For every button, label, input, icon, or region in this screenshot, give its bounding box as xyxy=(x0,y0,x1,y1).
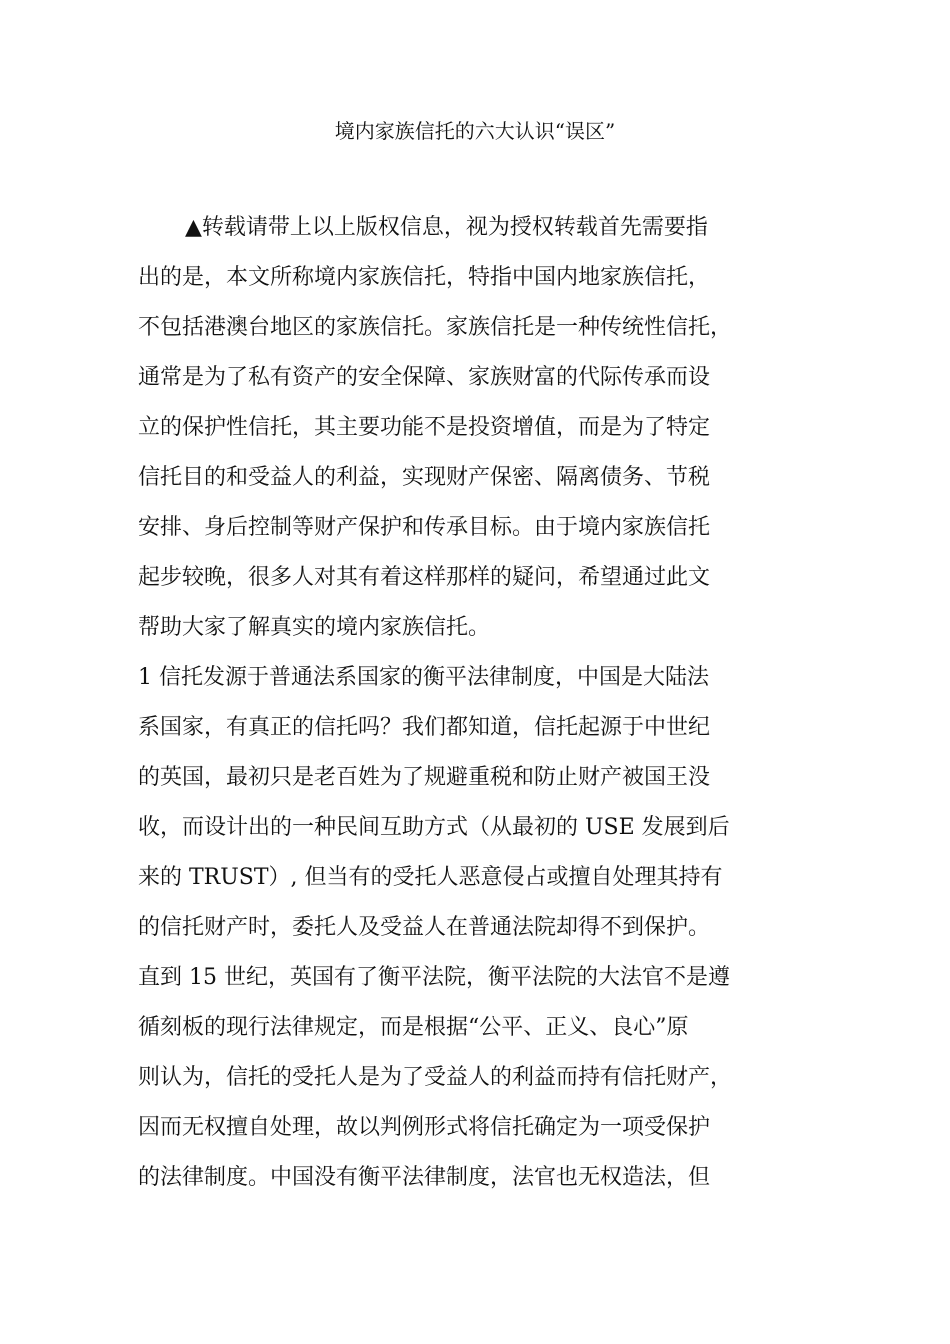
text-line: 因而无权擅自处理，故以判例形式将信托确定为一项受保护 xyxy=(138,1115,711,1140)
text-line: 起步较晚，很多人对其有着这样那样的疑问，希望通过此文 xyxy=(138,565,711,590)
document-title: 境内家族信托的六大认识“误区” xyxy=(334,119,616,143)
text-line: 信托目的和受益人的利益，实现财产保密、隔离债务、节税 xyxy=(138,465,711,490)
text-line: 直到 15 世纪，英国有了衡平法院，衡平法院的大法官不是遵 xyxy=(138,965,730,990)
text-line: 则认为，信托的受托人是为了受益人的利益而持有信托财产， xyxy=(138,1065,733,1090)
text-line: 系国家，有真正的信托吗？我们都知道，信托起源于中世纪 xyxy=(138,715,711,740)
text-line: 出的是，本文所称境内家族信托，特指中国内地家族信托， xyxy=(138,265,711,290)
text-line: 收，而设计出的一种民间互助方式（从最初的 USE 发展到后 xyxy=(138,815,730,840)
text-line: 来的 TRUST）, 但当有的受托人恶意侵占或擅自处理其持有 xyxy=(138,865,723,890)
text-line: 的法律制度。中国没有衡平法律制度，法官也无权造法，但 xyxy=(138,1165,711,1190)
text-line: 帮助大家了解真实的境内家族信托。 xyxy=(138,615,491,640)
text-line: 的英国，最初只是老百姓为了规避重税和防止财产被国王没 xyxy=(138,765,711,790)
text-line: 安排、身后控制等财产保护和传承目标。由于境内家族信托 xyxy=(138,515,711,540)
text-line: 的信托财产时，委托人及受益人在普通法院却得不到保护。 xyxy=(138,915,711,940)
text-line: 1 信托发源于普通法系国家的衡平法律制度，中国是大陆法 xyxy=(138,665,709,690)
text-line: 循刻板的现行法律规定，而是根据“公平、正义、良心”原 xyxy=(138,1015,689,1040)
document-body xyxy=(138,203,828,1203)
text-line: 通常是为了私有资产的安全保障、家族财富的代际传承而设 xyxy=(138,365,711,390)
text-line: ▲转载请带上以上版权信息，视为授权转载首先需要指 xyxy=(185,215,708,240)
text-line: 立的保护性信托，其主要功能不是投资增值，而是为了特定 xyxy=(138,415,711,440)
text-line: 不包括港澳台地区的家族信托。家族信托是一种传统性信托， xyxy=(138,315,733,340)
